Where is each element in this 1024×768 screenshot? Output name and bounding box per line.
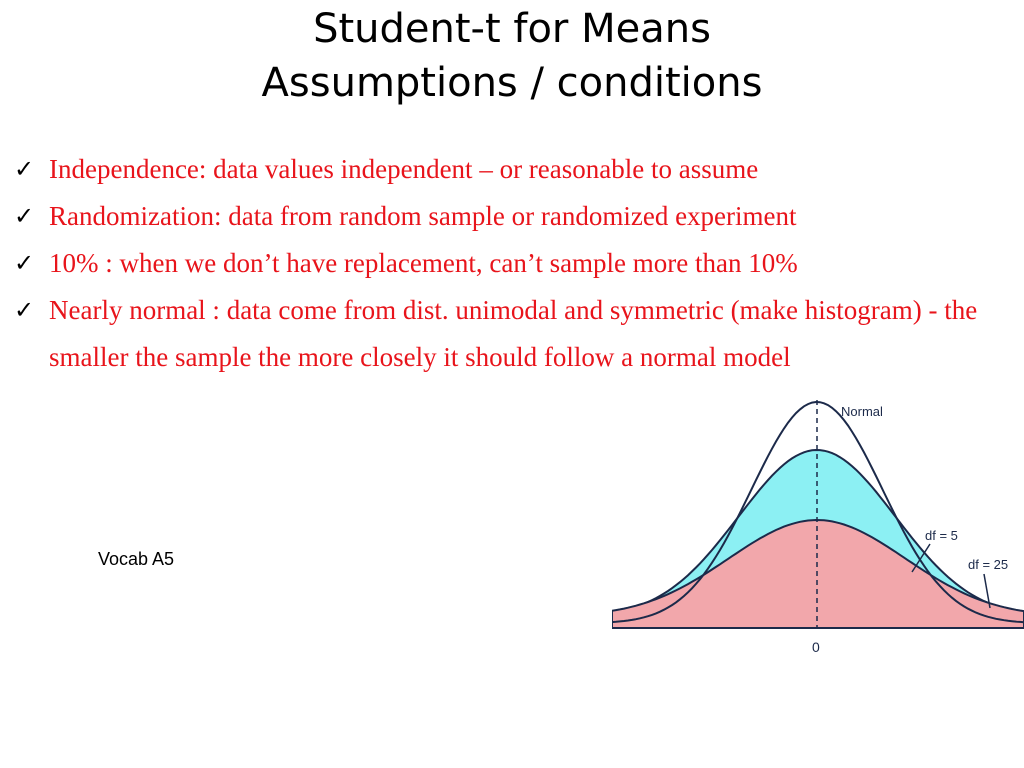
bullet-ten-percent	[14, 240, 1014, 287]
curves-group	[612, 402, 1024, 628]
label-zero: 0	[812, 639, 820, 655]
assumptions-list	[14, 146, 1014, 381]
checkmark-icon: ✓	[14, 202, 35, 230]
t-vs-normal-illustration	[612, 392, 1024, 660]
label-df-5: df = 5	[925, 528, 958, 543]
title-line-1: Student-t for Means	[313, 6, 711, 52]
checkmark-icon: ✓	[14, 155, 35, 183]
slide-title	[0, 2, 1024, 110]
t-distribution-figure	[612, 392, 1024, 660]
checkmark-icon: ✓	[14, 296, 35, 324]
label-df-25: df = 25	[968, 557, 1009, 572]
bullet-independence	[14, 146, 1014, 193]
bullet-text: Randomization: data from random sample or randomized experiment	[49, 201, 797, 231]
label-normal: Normal	[841, 404, 883, 419]
bullet-randomization	[14, 193, 1014, 240]
bullet-text: 10% : when we don’t have replacement, can’t sample more than 10%	[49, 248, 798, 278]
checkmark-icon: ✓	[14, 249, 35, 277]
df-5-curve	[612, 520, 1024, 628]
title-line-2: Assumptions / conditions	[261, 60, 763, 106]
bullet-text: Nearly normal : data come from dist. unimodal and symmetric (make histogram) - the smaller the sample the more closely it should follow a normal model	[49, 295, 978, 372]
vocab-note: Vocab A5	[98, 549, 175, 569]
bullet-text: Independence: data values independent – or reasonable to assume	[49, 154, 759, 184]
bullet-nearly-normal	[14, 287, 1014, 381]
